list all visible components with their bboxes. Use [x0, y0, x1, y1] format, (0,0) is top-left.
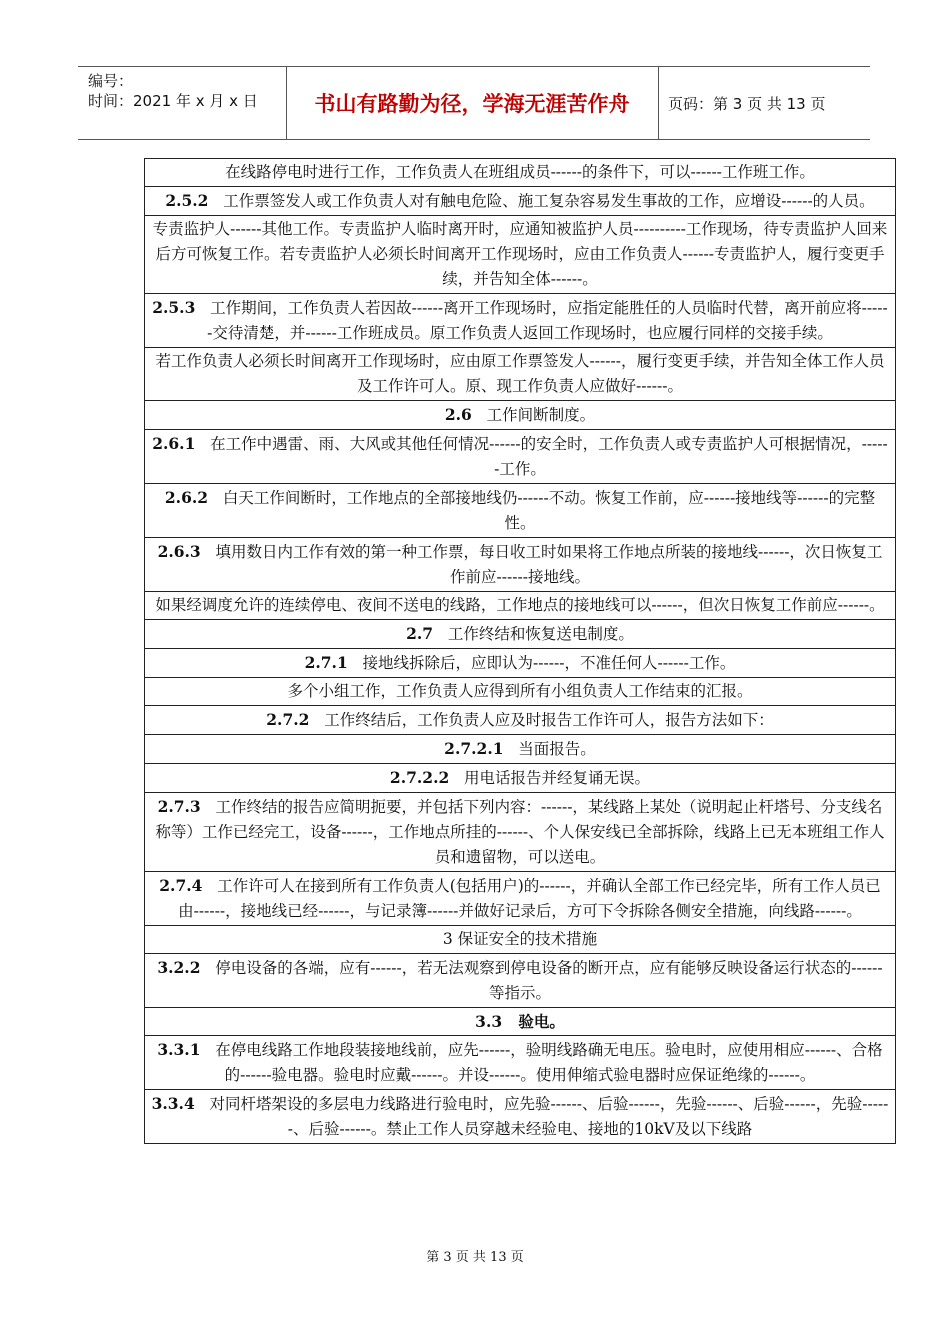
clause-text: 用电话报告并经复诵无误。 [464, 769, 651, 787]
clause-number: 2.6 [444, 405, 472, 424]
content-table [144, 158, 896, 1144]
clause-number: 2.7.4 [159, 876, 203, 895]
table-row [145, 401, 896, 430]
table-cell [145, 159, 896, 187]
table-cell [145, 538, 896, 592]
content-table-body [145, 159, 896, 1144]
header-meta [88, 71, 284, 111]
clause-text: 工作票签发人或工作负责人对有触电危险、施工复杂容易发生事故的工作，应增设------的人员。 [223, 192, 875, 210]
clause-text: 当面报告。 [518, 740, 596, 758]
table-cell [145, 872, 896, 926]
clause-number: 2.7.3 [157, 797, 201, 816]
clause-text: 在工作中遇雷、雨、大风或其他任何情况------的安全时，工作负责人或专责监护人可根据情况，------工作。 [210, 435, 888, 478]
clause-text: 工作终结后，工作负责人应及时报告工作许可人，报告方法如下： [324, 711, 774, 729]
table-row [145, 592, 896, 620]
table-cell [145, 1090, 896, 1144]
clause-number: 2.5.2 [165, 191, 209, 210]
table-row [145, 678, 896, 706]
clause-number: 2.7.2.1 [444, 739, 504, 758]
table-row [145, 954, 896, 1008]
clause-number: 2.6.3 [157, 542, 201, 561]
table-row [145, 1036, 896, 1090]
table-cell [145, 430, 896, 484]
clause-text: 若工作负责人必须长时间离开工作现场时，应由原工作票签发人------，履行变更手续，并告知全体工作人员及工作许可人。原、现工作负责人应做好------。 [155, 352, 885, 395]
table-cell [145, 294, 896, 348]
clause-text: 在线路停电时进行工作，工作负责人在班组成员------的条件下，可以------工作班工作。 [225, 163, 815, 181]
table-row [145, 706, 896, 735]
clause-text: 3 保证安全的技术措施 [442, 930, 598, 948]
clause-text: 接地线拆除后，应即认为------，不准任何人------工作。 [362, 654, 736, 672]
clause-text: 工作期间，工作负责人若因故------离开工作现场时，应指定能胜任的人员临时代替，离开前应将------交待清楚，并------工作班成员。原工作负责人返回工作现场时，也应履行同样的交接手续。 [207, 299, 888, 342]
clause-number: 3.2.2 [157, 958, 201, 977]
table-cell [145, 793, 896, 872]
table-cell [145, 649, 896, 678]
table-row [145, 538, 896, 592]
clause-text: 工作间断制度。 [486, 406, 596, 424]
clause-text: 停电设备的各端，应有------，若无法观察到停电设备的断开点，应有能够反映设备运行状态的------等指示。 [215, 959, 883, 1002]
clause-text: 如果经调度允许的连续停电、夜间不送电的线路，工作地点的接地线可以------，但次日恢复工作前应------。 [155, 596, 885, 614]
table-row [145, 926, 896, 954]
clause-number: 3.3.4 [151, 1094, 195, 1113]
clause-number: 3.3 [475, 1012, 503, 1031]
table-cell [145, 592, 896, 620]
table-row [145, 1008, 896, 1036]
document-number-label: 编号： [88, 72, 134, 90]
clause-text: 多个小组工作，工作负责人应得到所有小组负责人工作结束的汇报。 [287, 682, 753, 700]
clause-number: 2.7.2.2 [389, 768, 450, 787]
table-row [145, 764, 896, 793]
table-row [145, 793, 896, 872]
table-row [145, 735, 896, 764]
clause-number: 2.7.2 [266, 710, 310, 729]
table-row [145, 348, 896, 401]
clause-number: 3.3.1 [157, 1040, 201, 1059]
clause-number: 2.6.1 [152, 434, 196, 453]
table-row [145, 216, 896, 294]
table-row [145, 159, 896, 187]
clause-text: 填用数日内工作有效的第一种工作票，每日收工时如果将工作地点所装的接地线------，次日恢复工作前应------接地线。 [215, 543, 883, 586]
table-row [145, 430, 896, 484]
table-cell [145, 678, 896, 706]
clause-text: 工作许可人在接到所有工作负责人(包括用户)的------，并确认全部工作已经完毕，所有工作人员已由------，接地线已经------，与记录簿------并做好记录后，方可下令拆除各侧安全措施，向线路------。 [178, 877, 881, 920]
table-cell [145, 954, 896, 1008]
page-footer: 第 3 页 共 13 页 [426, 1250, 524, 1265]
table-row [145, 187, 896, 216]
clause-number: 2.7 [406, 624, 434, 643]
clause-number: 2.5.3 [152, 298, 196, 317]
header-divider [658, 67, 659, 139]
table-row [145, 872, 896, 926]
table-cell [145, 1008, 896, 1036]
table-cell [145, 187, 896, 216]
clause-text: 验电。 [518, 1012, 565, 1031]
clause-text: 工作终结和恢复送电制度。 [447, 625, 634, 643]
table-row [145, 294, 896, 348]
table-row [145, 620, 896, 649]
document-date-label: 时间：2021 年 x 月 x 日 [88, 92, 258, 110]
page-header [78, 66, 870, 140]
table-cell [145, 216, 896, 294]
table-row [145, 649, 896, 678]
table-cell [145, 484, 896, 538]
table-cell [145, 1036, 896, 1090]
clause-number: 2.7.1 [304, 653, 348, 672]
header-page-number: 页码：第 3 页 共 13 页 [668, 94, 826, 113]
header-motto: 书山有路勤为径，学海无涯苦作舟 [314, 92, 630, 116]
clause-number: 2.6.2 [164, 488, 209, 507]
clause-text: 对同杆塔架设的多层电力线路进行验电时，应先验------、后验------，先验------、后验------，先验------、后验------。禁止工作人员穿越未经验电、接地的10kV及以下线路 [209, 1095, 889, 1138]
table-row [145, 1090, 896, 1144]
clause-text: 工作终结的报告应简明扼要，并包括下列内容：------，某线路上某处（说明起止杆塔号、分支线名称等）工作已经完工，设备------，工作地点所挂的------、个人保安线已全部拆除，线路上已无本班组工作人员和遗留物，可以送电。 [155, 798, 885, 866]
table-cell [145, 735, 896, 764]
table-cell [145, 620, 896, 649]
table-cell [145, 401, 896, 430]
table-cell [145, 926, 896, 954]
table-cell [145, 764, 896, 793]
clause-text: 专责监护人------其他工作。专责监护人临时离开时，应通知被监护人员----------工作现场，待专责监护人回来后方可恢复工作。若专责监护人必须长时间离开工作现场时，应由工作负责人------专责监护人，履行变更手续，并告知全体------。 [152, 220, 888, 288]
table-cell [145, 348, 896, 401]
table-row [145, 484, 896, 538]
clause-text: 在停电线路工作地段装接地线前，应先------，验明线路确无电压。验电时，应使用相应------、合格的------验电器。验电时应戴------。并设------。使用伸缩式验电器时应保证绝缘的------。 [215, 1041, 883, 1084]
table-cell [145, 706, 896, 735]
clause-text: 白天工作间断时，工作地点的全部接地线仍------不动。恢复工作前，应------接地线等------的完整性。 [222, 489, 876, 532]
